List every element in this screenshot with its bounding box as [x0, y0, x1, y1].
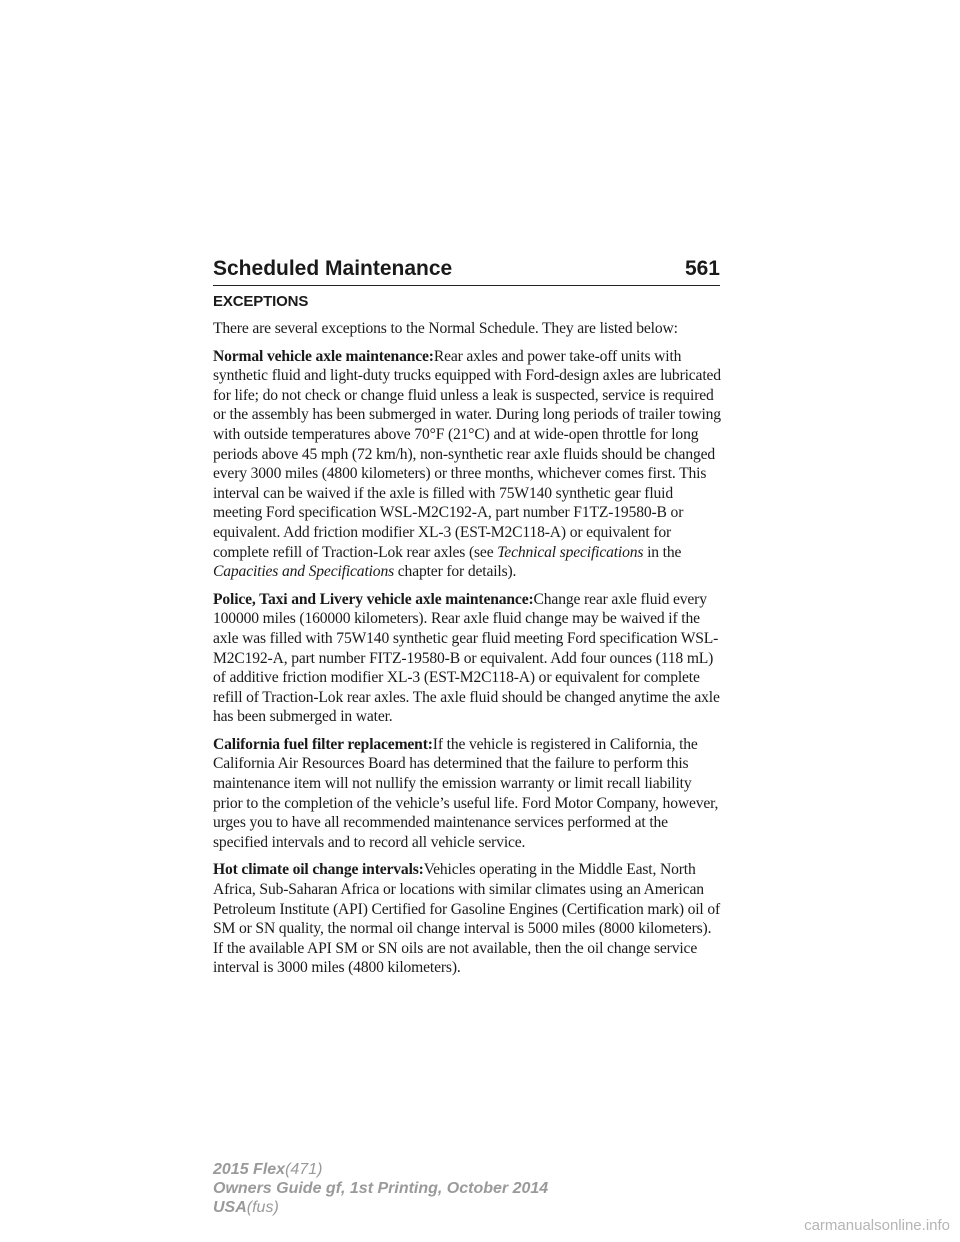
document-footer [213, 1160, 548, 1217]
technical-specifications-ref: Technical specifications [497, 543, 644, 561]
hot-climate-text: Vehicles operating in the Middle East, North Africa, Sub-Saharan Africa or locations with similar climates using an American Petroleum Institute (API) Certified for Gasoline Engines (Certification mark) oil of SM or SN quality, the normal oil change interval is 5000 miles (8000 kilometers). [213, 861, 721, 938]
watermark-text: carmanualsonline.info [804, 1217, 950, 1234]
page-title: Scheduled Maintenance [213, 257, 453, 280]
hot-climate-paragraph-2: If the available API SM or SN oils are not available, then the oil change service interval is 3000 miles (4800 kilometers). [213, 939, 698, 977]
page-content [213, 292, 723, 986]
footer-page-code: (471) [285, 1161, 323, 1178]
police-axle-text: Change rear axle fluid every 100000 miles (160000 kilometers). Rear axle fluid change may be waived if the axle was filled with 75W140 synthetic gear fluid meeting Ford specification WSL-M2C192-A, part number FITZ-19580-B or equivalent. Add four ounces (118 mL) of additive friction modifier XL-3 (EST-M2C118-A) or equivalent for complete refill of Traction-Lok rear axles. The axle fluid should be changed anytime the axle has been submerged in water. [213, 590, 720, 726]
hot-climate-paragraph [213, 860, 723, 938]
footer-market: USA [213, 1199, 247, 1216]
police-axle-paragraph [213, 590, 723, 727]
footer-line-3 [213, 1198, 548, 1217]
normal-axle-text-mid: in the [647, 543, 682, 561]
normal-axle-text-after: chapter for details). [397, 563, 517, 581]
page-header [213, 256, 720, 286]
capacities-specifications-ref: Capacities and Specifications [213, 563, 395, 581]
intro-paragraph: There are several exceptions to the Normal Schedule. They are listed below: [213, 320, 678, 337]
footer-line-1 [213, 1160, 548, 1179]
california-filter-paragraph [213, 735, 723, 853]
footer-line-2: Owners Guide gf, 1st Printing, October 2014 [213, 1180, 549, 1197]
normal-axle-text: Rear axles and power take-off units with synthetic fluid and light-duty trucks equipped with Ford-design axles are lubricated for life; do not check or change fluid unless a leak is suspected, service is required or the assembly has been submerged in water. During long periods of trailer towing with outside temperatures above 70°F (21°C) and at wide-open throttle for long periods above 45 mph (72 km/h), non-synthetic rear axle fluids should be changed every 3000 miles (4800 kilometers) or three months, whichever comes first. This interval can be waived if the axle is filled with 75W140 synthetic gear fluid meeting Ford specification WSL-M2C192-A, part number F1TZ-19580-B or equivalent. Add friction modifier XL-3 (EST-M2C118-A) or equivalent for complete refill of Traction-Lok rear axles (see [213, 347, 721, 561]
footer-model: 2015 Flex [213, 1161, 286, 1178]
normal-axle-lead: Normal vehicle axle maintenance: [213, 347, 434, 365]
california-filter-lead: California fuel filter replacement: [213, 735, 433, 753]
section-heading: EXCEPTIONS [213, 293, 309, 310]
footer-market-code: (fus) [246, 1199, 279, 1216]
normal-axle-paragraph [213, 347, 723, 582]
hot-climate-lead: Hot climate oil change intervals: [213, 861, 424, 879]
police-axle-lead: Police, Taxi and Livery vehicle axle maintenance: [213, 590, 534, 608]
california-filter-text: If the vehicle is registered in California, the California Air Resources Board has determined that the failure to perform this maintenance item will not nullify the emission warranty or limit recall liability prior to the completion of the vehicle’s useful life. Ford Motor Company, however, urges you to have all recommended maintenance services performed at the specified intervals and to record all vehicle service. [213, 735, 719, 851]
page-number: 561 [684, 257, 720, 280]
